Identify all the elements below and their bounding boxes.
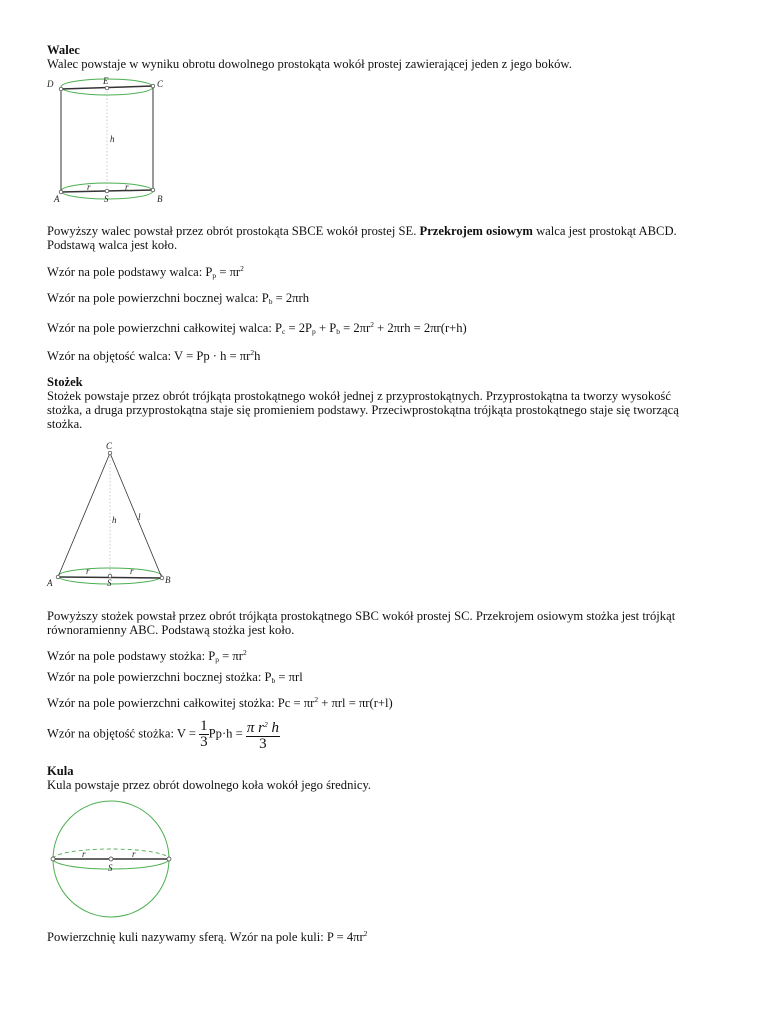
label-r-right: r	[130, 566, 134, 576]
walec-formula-total: Wzór na pole powierzchni całkowitej walca: $P_c = 2P_p + P_b = 2\pi r^2 + 2\pi rh = 2\pi r(r+h)$	[47, 320, 467, 336]
label-h: h	[110, 134, 115, 144]
stozek-formula-total: Wzór na pole powierzchni całkowitej stożka: $Pc = \pi r^2 + \pi rl = \pi r(r+l)$	[47, 695, 393, 710]
stozek-formula-lateral: Wzór na pole powierzchni bocznej stożka: $P_b = \pi rl$	[47, 670, 303, 685]
kula-heading: Kula	[47, 764, 74, 778]
kula-description: Powierzchnię kuli nazywamy sferą. Wzór na pole kuli: $P = 4\pi r^2$	[47, 929, 368, 944]
label-S: S	[107, 578, 112, 588]
label-r-right: r	[132, 849, 136, 859]
walec-description: Powyższy walec powstał przez obrót prostokąta SBCE wokół prostej SE. Przekrojem osiowym walca jest prostokąt ABCD.	[47, 224, 677, 238]
cone-diagram	[44, 441, 174, 591]
label-B: B	[165, 575, 171, 585]
walec-formula-lateral: Wzór na pole powierzchni bocznej walca: $P_b = 2\pi rh$	[47, 291, 309, 306]
kula-intro: Kula powstaje przez obrót dowolnego koła wokół jego średnicy.	[47, 778, 372, 792]
stozek-description-1: Powyższy stożek powstał przez obrót trójkąta prostokątnego SBC wokół prostej SC. Przekrojem osiowym stożka jest trójkąt	[47, 609, 676, 623]
sphere-diagram	[48, 800, 178, 920]
walec-formula-volume: Wzór na objętość walca: $V = Pp \cdot h = \pi r^2h$	[47, 348, 261, 363]
cylinder-diagram	[44, 76, 174, 208]
label-A: A	[47, 578, 53, 588]
walec-heading: Walec	[47, 43, 80, 57]
label-C: C	[157, 79, 164, 89]
stozek-intro-2: stożka, a druga przyprostokątna staje się promieniem podstawy. Przeciwprostokątna trójkąta prostokątnego staje się tworzącą	[47, 403, 679, 417]
label-h: h	[112, 515, 117, 525]
stozek-formula-base: Wzór na pole podstawy stożka: $P_p = \pi r^2$	[47, 648, 247, 664]
label-D: D	[47, 79, 54, 89]
label-E: E	[103, 76, 109, 86]
label-r-left: r	[86, 566, 90, 576]
stozek-heading: Stożek	[47, 375, 83, 389]
label-C: C	[106, 441, 113, 451]
stozek-formula-volume: Wzór na objętość stożka: V = $\frac{1}{3}$ Pp·h = $\frac{\pi r^2 h}{3}$	[47, 718, 279, 752]
fraction-one-third: $\frac{1}{3}$	[200, 718, 208, 750]
walec-intro: Walec powstaje w wyniku obrotu dowolnego prostokąta wokół prostej zawierającej jeden z jego boków.	[47, 57, 572, 71]
walec-description-2: Podstawą walca jest koło.	[47, 238, 178, 252]
stozek-intro-1: Stożek powstaje przez obrót trójkąta prostokątnego wokół jednej z przyprostokątnych. Przyprostokątna ta tworzy wysokość	[47, 389, 671, 403]
label-r-right: r	[125, 182, 129, 192]
label-A: A	[54, 194, 60, 204]
stozek-description-2: równoramienny ABC. Podstawą stożka jest koło.	[47, 623, 295, 637]
label-r-left: r	[82, 849, 86, 859]
label-S: S	[104, 194, 109, 204]
stozek-intro-3: stożka.	[47, 417, 83, 431]
label-r-left: r	[87, 182, 91, 192]
walec-formula-base: Wzór na pole podstawy walca: $P_p = \pi r^2$	[47, 264, 244, 280]
fraction-pi-r2-h-over-3: $\frac{\pi r^2 h}{3}$	[246, 717, 280, 752]
label-B: B	[157, 194, 163, 204]
label-l: l	[138, 512, 141, 522]
label-S: S	[108, 863, 113, 873]
